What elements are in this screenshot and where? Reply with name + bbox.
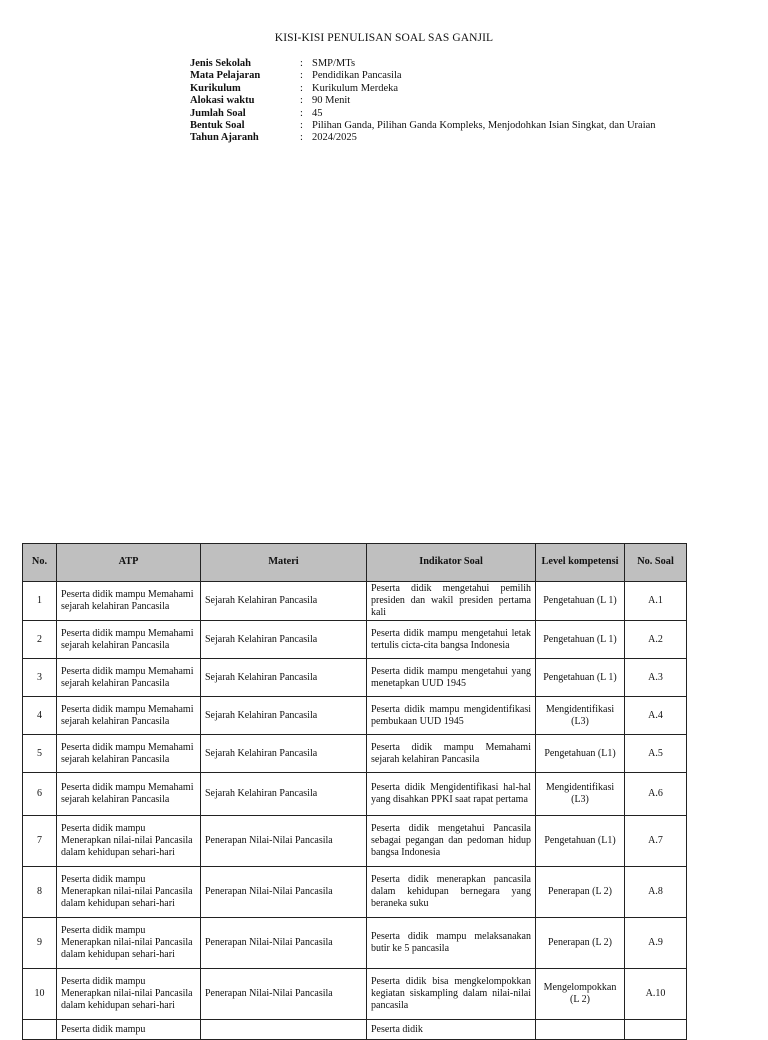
cell-no: 1	[23, 582, 57, 621]
cell-level: Penerapan (L 2)	[536, 867, 625, 918]
meta-colon: :	[300, 120, 303, 132]
header-atp: ATP	[57, 544, 201, 582]
cell-no: 6	[23, 773, 57, 816]
cell-atp: Peserta didik mampu Memahami sejarah kelahiran Pancasila	[57, 659, 201, 697]
cell-level: Mengidentifikasi (L3)	[536, 697, 625, 735]
cell-indikator: Peserta didik menerapkan pancasila dalam kehidupan bernegara yang beraneka suku	[367, 867, 536, 918]
table-row	[23, 1020, 687, 1040]
cell-level	[536, 1020, 625, 1040]
table-row	[23, 867, 687, 918]
cell-indikator: Peserta didik	[367, 1020, 536, 1040]
cell-indikator: Peserta didik Mengidentifikasi hal-hal yang disahkan PPKI saat rapat pertama	[367, 773, 536, 816]
meta-value-wrap	[300, 95, 660, 107]
meta-colon: :	[300, 132, 303, 144]
cell-materi: Sejarah Kelahiran Pancasila	[201, 582, 367, 621]
meta-label: Jenis Sekolah	[190, 58, 251, 69]
meta-label: Mata Pelajaran	[190, 70, 261, 82]
cell-level: Pengetahuan (L 1)	[536, 621, 625, 659]
cell-level: Mengelompokkan (L 2)	[536, 969, 625, 1020]
meta-value: 2024/2025	[312, 132, 357, 144]
cell-atp: Peserta didik mampu	[57, 1020, 201, 1040]
cell-level: Pengetahuan (L1)	[536, 735, 625, 773]
cell-nosoal: A.6	[625, 773, 687, 816]
document-meta	[190, 58, 660, 145]
cell-no: 9	[23, 918, 57, 969]
table-row	[23, 969, 687, 1020]
cell-no: 8	[23, 867, 57, 918]
cell-level: Pengetahuan (L 1)	[536, 582, 625, 621]
cell-nosoal: A.1	[625, 582, 687, 621]
cell-atp: Peserta didik mampu Menerapkan nilai-nilai Pancasila dalam kehidupan sehari-hari	[57, 867, 201, 918]
document-title: KISI-KISI PENULISAN SOAL SAS GANJIL	[274, 32, 494, 44]
cell-atp: Peserta didik mampu Menerapkan nilai-nilai Pancasila dalam kehidupan sehari-hari	[57, 918, 201, 969]
table-row	[23, 735, 687, 773]
header-indikator: Indikator Soal	[367, 544, 536, 582]
cell-nosoal: A.3	[625, 659, 687, 697]
cell-no: 2	[23, 621, 57, 659]
meta-colon: :	[300, 58, 303, 69]
cell-indikator: Peserta didik bisa mengkelompokkan kegiatan siskampling dalam nilai-nilai pancasila	[367, 969, 536, 1020]
meta-row	[190, 95, 660, 107]
table-row	[23, 659, 687, 697]
cell-nosoal: A.2	[625, 621, 687, 659]
cell-indikator: Peserta didik mampu mengidentifikasi pembukaan UUD 1945	[367, 697, 536, 735]
meta-label: Tahun Ajaranh	[190, 132, 259, 144]
cell-no	[23, 1020, 57, 1040]
meta-value: Pilihan Ganda, Pilihan Ganda Kompleks, Menjodohkan Isian Singkat, dan Uraian	[312, 120, 656, 132]
meta-row	[190, 132, 660, 144]
table-row	[23, 918, 687, 969]
cell-nosoal: A.4	[625, 697, 687, 735]
meta-value-wrap	[300, 58, 660, 70]
cell-materi: Penerapan Nilai-Nilai Pancasila	[201, 867, 367, 918]
cell-materi: Penerapan Nilai-Nilai Pancasila	[201, 969, 367, 1020]
meta-row	[190, 108, 660, 120]
cell-level: Mengidentifikasi (L3)	[536, 773, 625, 816]
table-row	[23, 816, 687, 867]
cell-indikator: Peserta didik mampu mengetahui yang menetapkan UUD 1945	[367, 659, 536, 697]
cell-no: 5	[23, 735, 57, 773]
cell-atp: Peserta didik mampu Memahami sejarah kelahiran Pancasila	[57, 582, 201, 621]
cell-materi: Sejarah Kelahiran Pancasila	[201, 621, 367, 659]
cell-level: Pengetahuan (L 1)	[536, 659, 625, 697]
cell-level: Penerapan (L 2)	[536, 918, 625, 969]
cell-level: Pengetahuan (L1)	[536, 816, 625, 867]
meta-value: SMP/MTs	[312, 58, 356, 69]
cell-materi: Penerapan Nilai-Nilai Pancasila	[201, 816, 367, 867]
cell-materi: Sejarah Kelahiran Pancasila	[201, 773, 367, 816]
meta-value: 45	[312, 107, 323, 119]
meta-value-wrap	[300, 70, 660, 82]
table-header-row	[23, 544, 687, 582]
table-row	[23, 582, 687, 621]
cell-atp: Peserta didik mampu Memahami sejarah kelahiran Pancasila	[57, 735, 201, 773]
meta-value: Pendidikan Pancasila	[312, 70, 402, 82]
meta-row	[190, 120, 660, 132]
meta-value-wrap	[300, 108, 660, 120]
cell-indikator: Peserta didik mengetahui Pancasila sebagai pegangan dan pedoman hidup bangsa Indonesia	[367, 816, 536, 867]
cell-no: 10	[23, 969, 57, 1020]
meta-colon: :	[300, 82, 303, 94]
header-level: Level kompetensi	[536, 544, 625, 582]
table-row	[23, 697, 687, 735]
meta-colon: :	[300, 107, 303, 119]
meta-row	[190, 58, 660, 70]
cell-atp: Peserta didik mampu Menerapkan nilai-nilai Pancasila dalam kehidupan sehari-hari	[57, 969, 201, 1020]
cell-indikator: Peserta didik mampu mengetahui letak tertulis cicta-cita bangsa Indonesia	[367, 621, 536, 659]
table-row	[23, 773, 687, 816]
meta-colon: :	[300, 95, 303, 107]
kisi-kisi-table	[22, 543, 687, 1040]
cell-nosoal: A.10	[625, 969, 687, 1020]
header-no: No.	[23, 544, 57, 582]
meta-label: Jumlah Soal	[190, 107, 246, 119]
cell-materi: Sejarah Kelahiran Pancasila	[201, 659, 367, 697]
cell-indikator: Peserta didik mampu Memahami sejarah kelahiran Pancasila	[367, 735, 536, 773]
meta-value: 90 Menit	[312, 95, 351, 107]
meta-value-wrap	[300, 83, 660, 95]
cell-atp: Peserta didik mampu Memahami sejarah kelahiran Pancasila	[57, 621, 201, 659]
cell-no: 7	[23, 816, 57, 867]
cell-materi	[201, 1020, 367, 1040]
cell-atp: Peserta didik mampu Menerapkan nilai-nilai Pancasila dalam kehidupan sehari-hari	[57, 816, 201, 867]
cell-atp: Peserta didik mampu Memahami sejarah kelahiran Pancasila	[57, 697, 201, 735]
header-materi: Materi	[201, 544, 367, 582]
cell-nosoal: A.7	[625, 816, 687, 867]
meta-colon: :	[300, 70, 303, 82]
meta-value: Kurikulum Merdeka	[312, 82, 399, 94]
cell-materi: Sejarah Kelahiran Pancasila	[201, 697, 367, 735]
cell-nosoal: A.5	[625, 735, 687, 773]
cell-nosoal	[625, 1020, 687, 1040]
meta-row	[190, 70, 660, 82]
cell-nosoal: A.8	[625, 867, 687, 918]
meta-label: Alokasi waktu	[190, 95, 255, 107]
cell-indikator: Peserta didik mampu melaksanakan butir ke 5 pancasila	[367, 918, 536, 969]
cell-no: 3	[23, 659, 57, 697]
meta-label: Kurikulum	[190, 82, 241, 94]
meta-label: Bentuk Soal	[190, 120, 245, 132]
cell-materi: Penerapan Nilai-Nilai Pancasila	[201, 918, 367, 969]
cell-atp: Peserta didik mampu Memahami sejarah kelahiran Pancasila	[57, 773, 201, 816]
meta-value-wrap	[300, 132, 660, 144]
table-row	[23, 621, 687, 659]
cell-nosoal: A.9	[625, 918, 687, 969]
cell-no: 4	[23, 697, 57, 735]
cell-indikator: Peserta didik mengetahui pemilih presiden dan wakil presiden pertama kali	[367, 582, 536, 621]
cell-materi: Sejarah Kelahiran Pancasila	[201, 735, 367, 773]
meta-value-wrap	[300, 120, 660, 132]
meta-row	[190, 83, 660, 95]
header-nosoal: No. Soal	[625, 544, 687, 582]
